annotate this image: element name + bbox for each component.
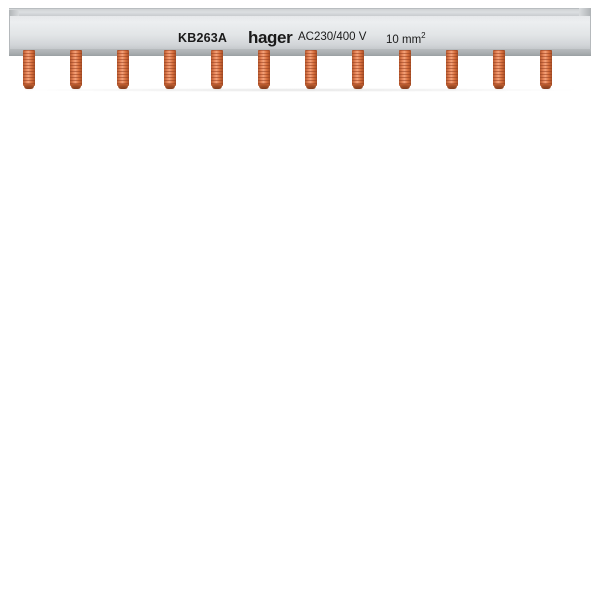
copper-pin <box>117 50 129 86</box>
copper-pin-body <box>305 50 317 86</box>
copper-pin <box>493 50 505 86</box>
copper-pin <box>352 50 364 86</box>
copper-pin <box>399 50 411 86</box>
copper-pin <box>258 50 270 86</box>
copper-pin-body <box>258 50 270 86</box>
copper-pin-body <box>211 50 223 86</box>
copper-pin-body <box>540 50 552 86</box>
copper-pin <box>446 50 458 86</box>
drop-shadow <box>14 88 586 92</box>
copper-pin-body <box>23 50 35 86</box>
copper-pin <box>211 50 223 86</box>
cross-section-label <box>386 32 426 46</box>
copper-pin <box>305 50 317 86</box>
copper-pin <box>70 50 82 86</box>
voltage-rating-label: AC230/400 V <box>298 31 367 43</box>
copper-pin <box>540 50 552 86</box>
copper-pin <box>23 50 35 86</box>
brand-logo-text: hager <box>248 28 293 47</box>
busbar-body <box>9 8 591 56</box>
cross-section-exponent: 2 <box>421 31 426 40</box>
busbar-front-face <box>9 16 591 50</box>
model-number-label: KB263A <box>178 31 228 45</box>
copper-pin-body <box>117 50 129 86</box>
copper-pin-body <box>493 50 505 86</box>
cross-section-value: 10 mm <box>386 33 422 46</box>
copper-pin-body <box>70 50 82 86</box>
copper-pin <box>164 50 176 86</box>
copper-pin-body <box>446 50 458 86</box>
copper-pin-body <box>164 50 176 86</box>
copper-pin-body <box>352 50 364 86</box>
copper-pin-body <box>399 50 411 86</box>
busbar-pin-row <box>9 50 591 90</box>
